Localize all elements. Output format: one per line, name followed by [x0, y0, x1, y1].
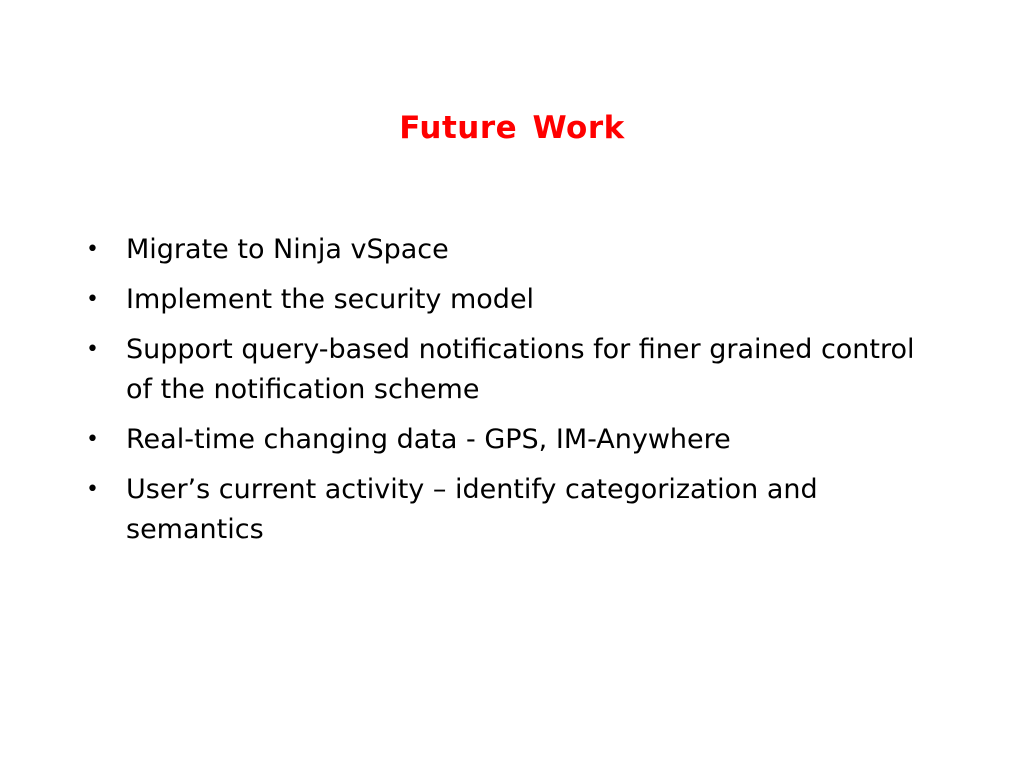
list-item [84, 470, 944, 550]
slide-title: Future Work [399, 110, 625, 146]
bullet-text: Migrate to Ninja vSpace [126, 234, 449, 265]
bullet-text: Real-time changing data - GPS, IM-Anywhere [126, 424, 731, 455]
list-item [84, 230, 944, 270]
bullet-text: Implement the security model [126, 284, 535, 315]
list-item [84, 420, 944, 460]
list-item [84, 330, 944, 410]
bullet-icon: • [86, 427, 99, 452]
bullet-icon: • [86, 477, 99, 502]
bullet-icon: • [86, 237, 99, 262]
bullet-text: Support query-based notifications for finer grained control of the notification scheme [126, 334, 915, 405]
bullet-icon: • [86, 337, 99, 362]
bullet-text: User’s current activity – identify categorization and semantics [126, 474, 818, 545]
bullet-icon: • [86, 287, 99, 312]
list-item [84, 280, 944, 320]
bullet-list [84, 230, 944, 560]
